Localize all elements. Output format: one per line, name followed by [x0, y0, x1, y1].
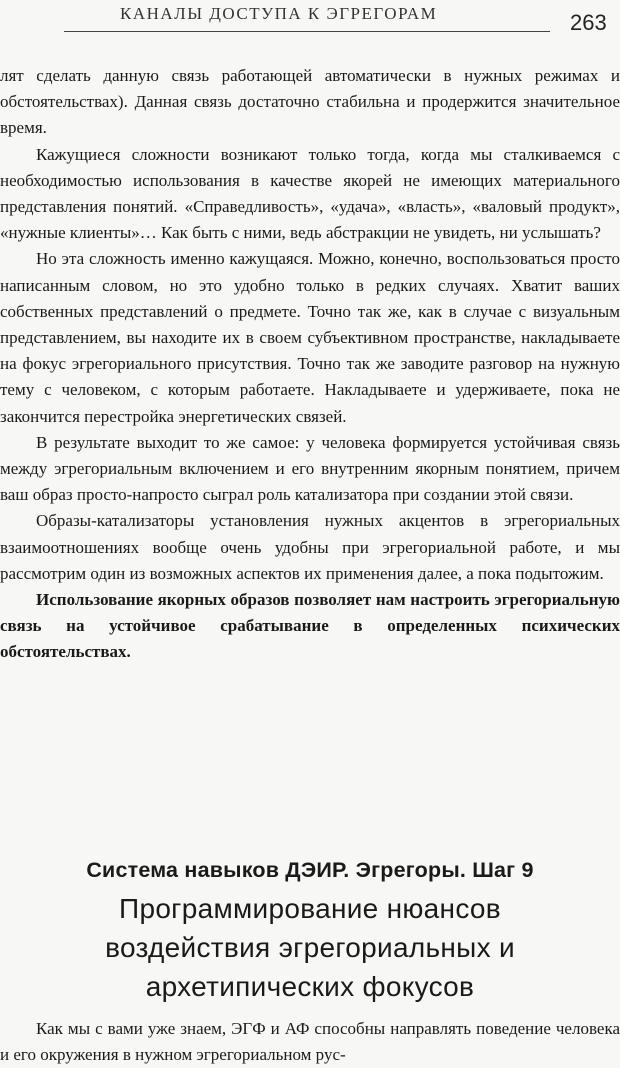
section-body-text — [0, 1016, 620, 1068]
section-title — [0, 889, 620, 1006]
paragraph-5: Образы-катализаторы установления нужных акцентов в эгрегориальных взаимоотношениях вообще очень удобны при эгрегориальной работе, и мы рассмотрим один из возможных аспектов их применения далее, а пока подытожим. — [0, 511, 620, 583]
section-title-line-3: архетипических фокусов — [145, 971, 475, 1002]
running-title: КАНАЛЫ ДОСТУПА К ЭГРЕГОРАМ — [120, 4, 438, 23]
body-text — [0, 63, 620, 666]
section-heading — [0, 855, 620, 1006]
paragraph-7: Как мы с вами уже знаем, ЭГФ и АФ способны направлять поведение человека и его окружения в нужном эгрегориальном рус- — [0, 1019, 620, 1065]
section-title-line-2: воздействия эгрегориальных и — [105, 932, 515, 963]
paragraph-1: лят сделать данную связь работающей автоматически в нужных режимах и обстоятельствах). Данная связь достаточно стабильна и продержится значительное время. — [0, 66, 620, 138]
paragraph-2: Кажущиеся сложности возникают только тогда, когда мы сталкиваемся с необходимостью использования в качестве якорей не имеющих материального представления понятий. «Справедливость», «удача», «власть», «валовый продукт», «нужные клиенты»… Как быть с ними, ведь абстракции не увидеть, ни услышать? — [0, 144, 620, 243]
page-number: 263 — [570, 10, 607, 35]
summary-paragraph: Использование якорных образов позволяет нам настроить эгрегориальную связь на устойчивое срабатывание в определенных психических обстоятельствах. — [0, 590, 620, 662]
section-subtitle: Система навыков ДЭИР. Эгрегоры. Шаг 9 — [86, 858, 534, 882]
paragraph-4: В результате выходит то же самое: у человека формируется устойчивая связь между эгрегориальным включением и его внутренним якорным понятием, причем ваш образ просто-напросто сыграл роль катализатора при создании этой связи. — [0, 432, 620, 505]
page-header — [0, 0, 620, 44]
paragraph-3: Но эта сложность именно кажущаяся. Можно, конечно, воспользоваться просто написанным словом, но это удобно только в редких случаях. Хватит ваших собственных представлений о предмете. Точно так же, как в случае с визуальным представлением, вы находите их в своем субъективном пространстве, накладываете на фокус эгрегориального присутствия. Точно так же заводите разговор на нужную тему с человеком, с которым работаете. Накладываете и удерживаете, пока не закончится перестройка энергетических связей. — [0, 249, 620, 426]
section-title-line-1: Программирование нюансов — [119, 893, 501, 924]
header-rule — [64, 31, 550, 32]
